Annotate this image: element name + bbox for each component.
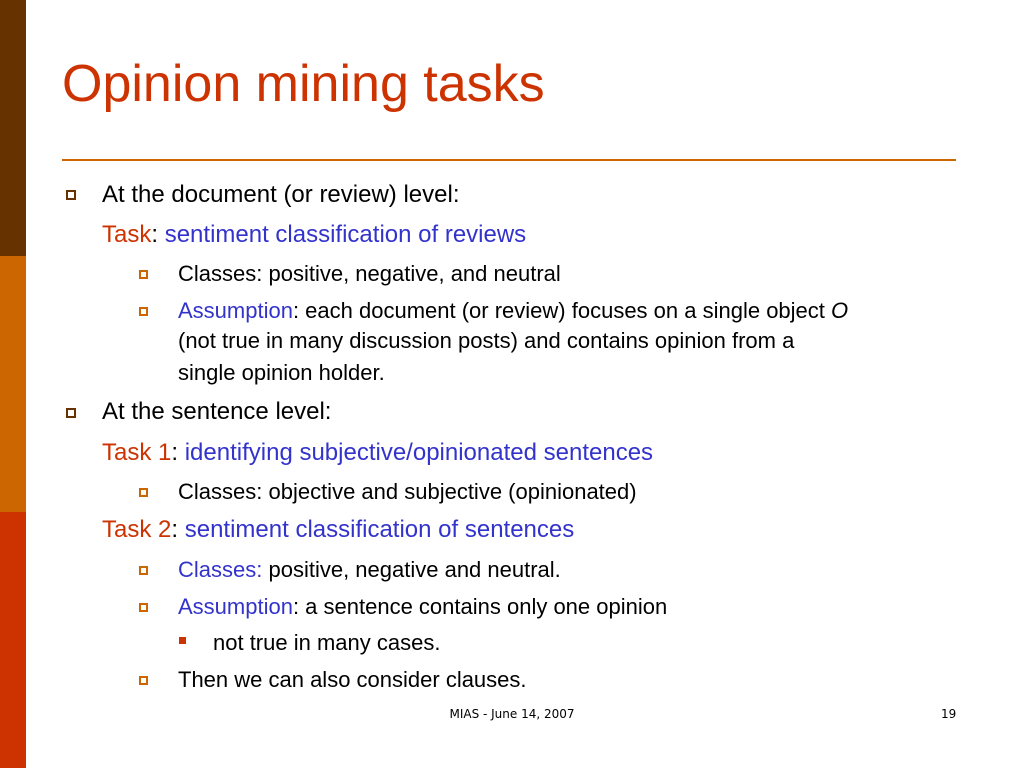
square-bullet-icon [139,566,148,575]
task2-assumption-text: : a sentence contains only one opinion [292,594,668,619]
task-label: Task [102,221,152,248]
assumption-object-var: O [831,298,849,323]
assumption-label: Assumption [178,298,293,323]
task2-text: sentiment classification of sentences [184,516,575,543]
square-bullet-icon [66,190,76,200]
title-divider [62,159,956,161]
footer-text: MIAS - June 14, 2007 [449,707,575,721]
sentence-level-task1 [102,441,653,465]
slide-number: 19 [941,707,957,721]
sidebar-segment-orange [0,256,26,512]
square-bullet-icon [139,307,148,316]
task-separator: : [151,221,165,248]
square-bullet-icon [139,270,148,279]
filled-square-bullet-icon [179,637,186,644]
task2-classes-text: positive, negative and neutral. [262,557,561,582]
task1-text: identifying subjective/opinionated sentences [184,439,654,466]
sentence-level-task2 [102,518,574,542]
sidebar-color-bar [0,0,26,768]
assumption-text: : each document (or review) focuses on a single object [292,298,832,323]
square-bullet-icon [66,408,76,418]
square-bullet-icon [139,603,148,612]
task-text: sentiment classification of reviews [164,221,527,248]
task2-label: Task 2 [102,516,172,543]
square-bullet-icon [139,676,148,685]
task2-classes [178,559,561,581]
sidebar-segment-brown [0,0,26,256]
task2-then-clauses: Then we can also consider clauses. [178,667,527,692]
task2-assumption-label: Assumption [178,594,293,619]
doc-level-assumption-line3: single opinion holder. [178,360,385,385]
doc-level-assumption-line2: (not true in many discussion posts) and contains opinion from a [178,328,795,353]
task2-assumption [178,596,667,618]
task2-classes-label: Classes: [178,557,263,582]
task1-label: Task 1 [102,439,172,466]
task2-sub-point: not true in many cases. [213,630,441,655]
square-bullet-icon [139,488,148,497]
doc-level-assumption-line1 [178,300,848,322]
task2-separator: : [171,516,185,543]
task1-separator: : [171,439,185,466]
doc-level-heading: At the document (or review) level: [102,181,460,208]
sentence-level-heading: At the sentence level: [102,398,332,425]
slide-title: Opinion mining tasks [62,55,545,113]
doc-level-classes: Classes: positive, negative, and neutral [178,261,561,286]
task1-classes: Classes: objective and subjective (opinionated) [178,479,637,504]
doc-level-task [102,223,526,247]
sidebar-segment-red [0,512,26,768]
